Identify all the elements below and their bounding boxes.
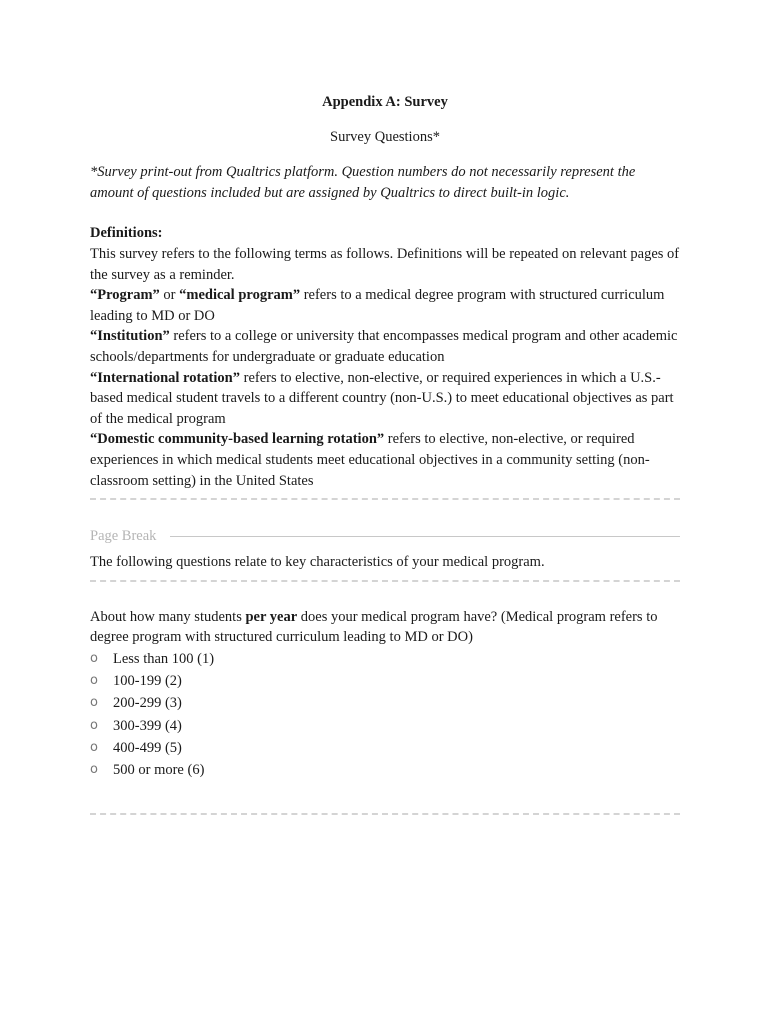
- answer-option-label: 100-199 (2): [113, 673, 182, 690]
- answer-option-label: 300-399 (4): [113, 717, 182, 734]
- answer-option-label: 200-299 (3): [113, 695, 182, 712]
- block-separator: [90, 813, 680, 815]
- definitions-intro: This survey refers to the following terms as follows. Definitions will be repeated on relevant pages of the survey as a reminder.: [90, 245, 680, 283]
- answer-option[interactable]: [90, 737, 680, 759]
- term-international-rotation: “International rotation”: [90, 369, 240, 386]
- section-intro: The following questions relate to key characteristics of your medical program.: [90, 554, 545, 571]
- block-separator: [90, 498, 680, 500]
- term-program: “Program”: [90, 287, 160, 304]
- answer-option[interactable]: [90, 670, 680, 692]
- definition-international: [90, 368, 680, 430]
- answer-option-label: 500 or more (6): [113, 762, 205, 779]
- radio-circle-icon[interactable]: o: [90, 673, 98, 689]
- answer-option[interactable]: [90, 648, 680, 670]
- definition-institution: [90, 326, 680, 367]
- answer-option[interactable]: [90, 715, 680, 737]
- radio-circle-icon[interactable]: o: [90, 695, 98, 711]
- definition-international-text: refers to elective, non-elective, or required experiences in which a U.S.-based medical student travels to a different country (non-U.S.) to meet educational objectives as part of the medical program: [90, 369, 674, 427]
- qualtrics-note: *Survey print-out from Qualtrics platform. Question numbers do not necessarily represent the amount of questions included but are assigned by Qualtrics to direct built-in logic.: [90, 164, 636, 201]
- document-body: [90, 92, 680, 815]
- term-joiner: or: [159, 287, 180, 304]
- answer-option[interactable]: [90, 692, 680, 714]
- definition-institution-text: refers to a college or university that encompasses medical program and other academic schools/departments for undergraduate or graduate education: [90, 328, 678, 365]
- question-prefix: About how many students: [90, 608, 246, 625]
- block-separator: [90, 580, 680, 582]
- definitions-heading: Definitions:: [90, 225, 163, 242]
- page-break-label: Page Break: [90, 527, 157, 544]
- answer-option[interactable]: [90, 759, 680, 781]
- definition-program-text: refers to a medical degree program with structured curriculum leading to MD or DO: [90, 287, 665, 324]
- term-medical-program: “medical program”: [179, 287, 301, 304]
- answer-option-label: 400-499 (5): [113, 739, 182, 756]
- question-emphasis: per year: [245, 608, 298, 625]
- definition-domestic-text: refers to elective, non-elective, or required experiences in which medical students meet educational objectives in a community setting (non-classroom setting) in the United States: [90, 431, 650, 489]
- question-students-per-year: [90, 607, 680, 648]
- radio-circle-icon[interactable]: o: [90, 717, 98, 733]
- term-institution: “Institution”: [90, 328, 170, 345]
- term-domestic-rotation: “Domestic community-based learning rotation”: [90, 431, 385, 448]
- definition-domestic: [90, 429, 680, 491]
- page-break-line: [170, 536, 680, 537]
- definition-program: [90, 285, 680, 326]
- answer-options: [90, 648, 680, 782]
- answer-option-label: Less than 100 (1): [113, 650, 215, 667]
- radio-circle-icon[interactable]: o: [90, 739, 98, 755]
- radio-circle-icon[interactable]: o: [90, 762, 98, 778]
- radio-circle-icon[interactable]: o: [90, 650, 98, 666]
- appendix-title: Appendix A: Survey: [322, 94, 448, 110]
- page-break: [90, 526, 680, 546]
- question-suffix: does your medical program have? (Medical program refers to degree program with structured curriculum leading to MD or DO): [90, 608, 658, 646]
- survey-subtitle: Survey Questions*: [330, 128, 440, 145]
